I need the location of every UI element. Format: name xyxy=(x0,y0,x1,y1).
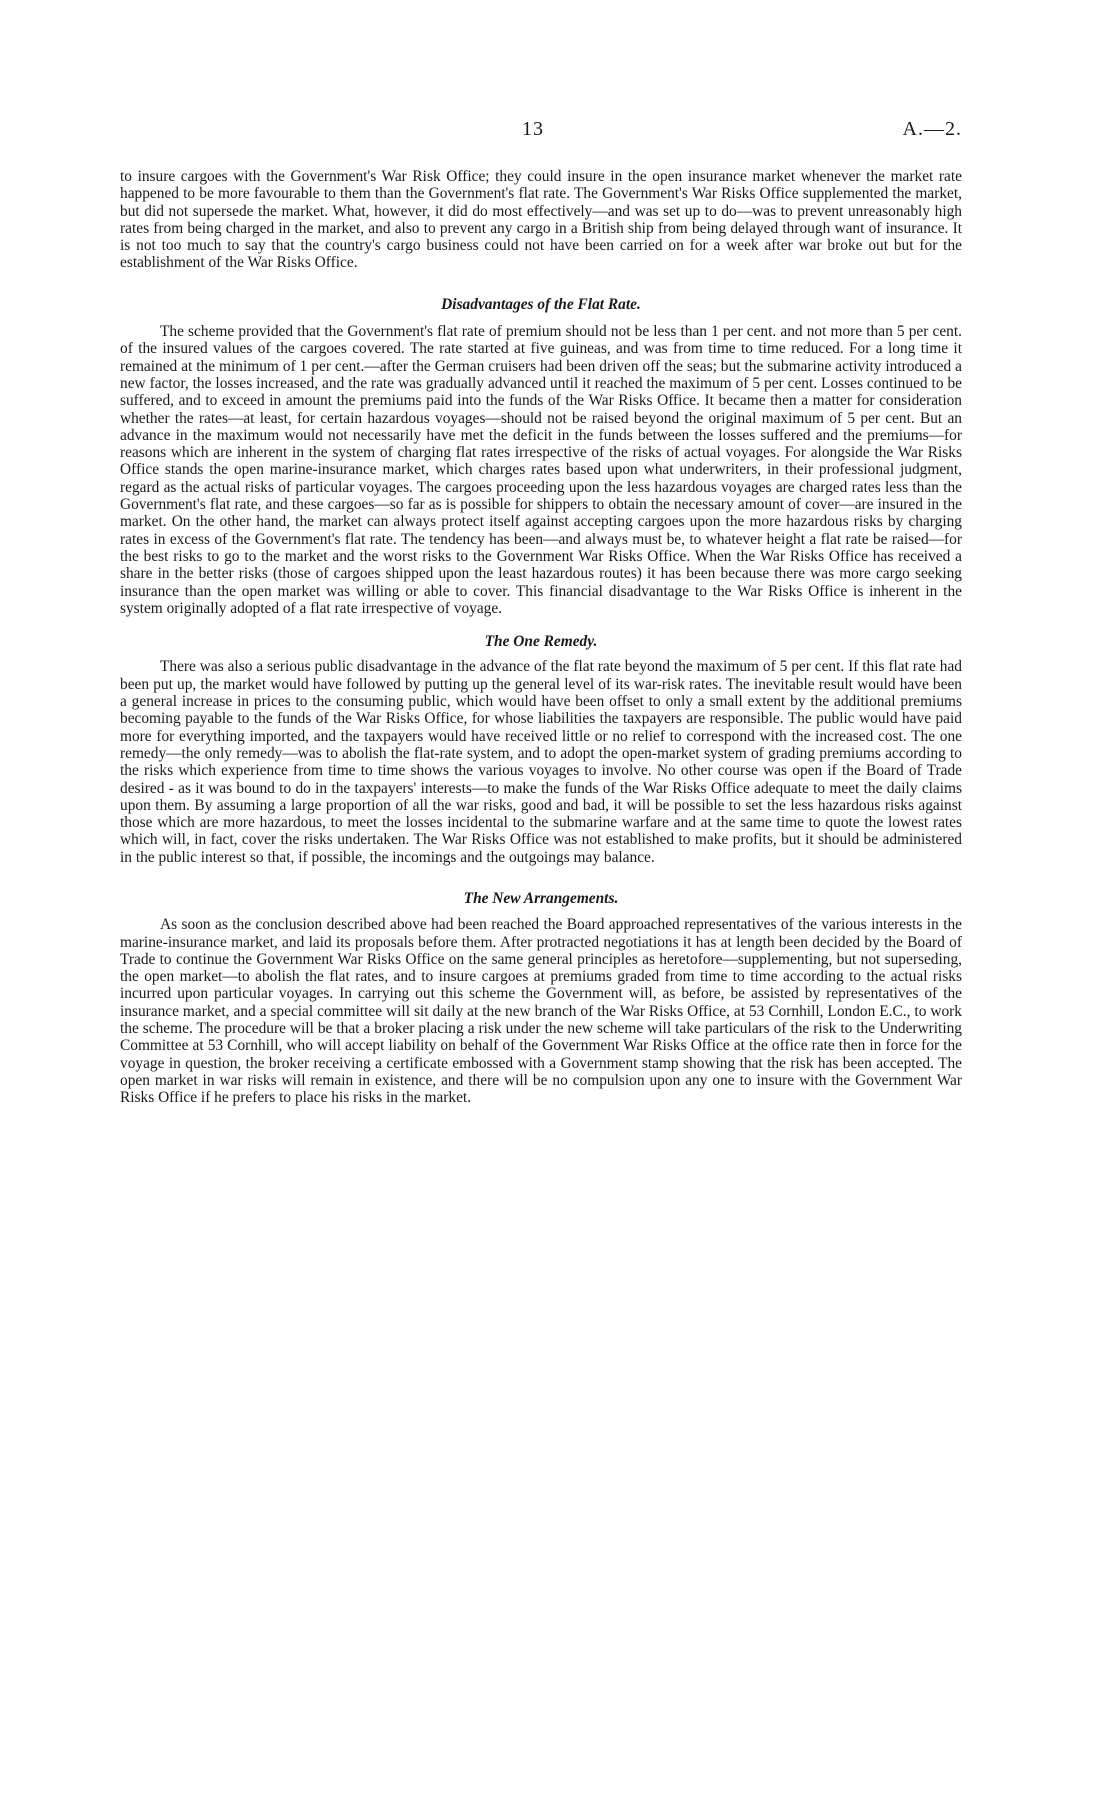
document-body xyxy=(120,168,962,1107)
section-heading: The One Remedy. xyxy=(484,633,598,651)
section-continuation xyxy=(120,168,962,272)
paragraph: to insure cargoes with the Government's War Risk Office; they could insure in the open insurance market whenever the market rate happened to be more favourable to them than the Government's flat rate. The Government's War Risks Office supplemented the market, but did not supersede the market. What, however, it did do most effectively—and was set up to do—was to prevent unreasonably high rates from being charged in the market, and also to prevent any cargo in a British ship from being delayed through want of insurance. It is not too much to say that the country's cargo business could not have been carried on for a week after war broke out but for the establishment of the War Risks Office. xyxy=(120,168,962,272)
paragraph: There was also a serious public disadvantage in the advance of the flat rate beyond the maximum of 5 per cent. If this flat rate had been put up, the market would have followed by putting up the general level of its war-risk rates. The inevitable result would have been a general increase in prices to the consuming public, which would have been offset to only a small extent by the additional premiums becoming payable to the funds of the War Risks Office, for whose liabilities the taxpayers are responsible. The public would have paid more for everything imported, and the taxpayers would have received little or no relief to correspond with the increased cost. The one remedy—the only remedy—was to abolish the flat-rate system, and to adopt the open-market system of grading premiums according to the risks which experience from time to time shows the various voyages to involve. No other course was open if the Board of Trade desired - as it was bound to do in the taxpayers' interests—to make the funds of the War Risks Office adequate to meet the daily claims upon them. By assuming a large proportion of all the war risks, good and bad, it will be possible to set the less hazardous risks against those which are more hazardous, to meet the losses incidental to the submarine warfare and at the same time to quote the lowest rates which will, in fact, cover the risks undertaken. The War Risks Office was not established to make profits, but it should be administered in the public interest so that, if possible, the incomings and the outgoings may balance. xyxy=(120,658,962,866)
paragraph: The scheme provided that the Government's flat rate of premium should not be less than 1 per cent. and not more than 5 per cent. of the insured values of the cargoes covered. The rate started at five guineas, and was from time to time reduced. For a long time it remained at the minimum of 1 per cent.—after the German cruisers had been driven off the seas; but the submarine activity introduced a new factor, the losses increased, and the rate was gradually advanced until it reached the maximum of 5 per cent. Losses continued to be suffered, and to exceed in amount the premiums paid into the funds of the War Risks Office. It became then a matter for consideration whether the rates—at least, for certain hazardous voyages—should not be raised beyond the original maximum of 5 per cent. But an advance in the maximum would not necessarily have met the deficit in the funds between the losses suffered and the premiums—for reasons which are inherent in the system of charging flat rates irrespective of the risks of actual voyages. For alongside the War Risks Office stands the open marine-insurance market, which charges rates based upon what underwriters, in their professional judgment, regard as the actual risks of particular voyages. The cargoes proceeding upon the less hazardous voyages are charged rates less than the Government's flat rate, and these cargoes—so far as is possible for shippers to obtain the necessary amount of cover—are insured in the market. On the other hand, the market can always protect itself against accepting cargoes upon the more hazardous risks by charging rates in excess of the Government's flat rate. The tendency has been—and always must be, to whatever height a flat rate be raised—for the best risks to go to the market and the worst risks to the Government War Risks Office. When the War Risks Office has received a share in the better risks (those of cargoes shipped upon the least hazardous routes) it has been because there was more cargo seeking insurance than the open market was willing or able to cover. This financial disadvantage to the War Risks Office is inherent in the system originally adopted of a flat rate irrespective of voyage. xyxy=(120,323,962,617)
section-the-new-arrangements xyxy=(120,890,962,1107)
page-number: 13 xyxy=(522,118,544,140)
section-disadvantages-of-flat-rate xyxy=(120,296,962,617)
paragraph: As soon as the conclusion described above had been reached the Board approached representatives of the various interests in the marine-insurance market, and laid its proposals before them. After protracted negotiations it has at length been decided by the Board of Trade to continue the Government War Risks Office on the same general principles as heretofore—supplementing, but not superseding, the open market—to abolish the flat rates, and to insure cargoes at premiums graded from time to time according to the actual risks incurred upon particular voyages. In carrying out this scheme the Government will, as before, be assisted by representatives of the insurance market, and a special committee will sit daily at the new branch of the War Risks Office, at 53 Cornhill, London E.C., to work the scheme. The procedure will be that a broker placing a risk under the new scheme will take particulars of the risk to the Underwriting Committee at 53 Cornhill, who will accept liability on behalf of the Government War Risks Office at the office rate then in force for the voyage in question, the broker receiving a certificate embossed with a Government stamp showing that the risk has been accepted. The open market in war risks will remain in existence, and there will be no compulsion upon any one to insure with the Government War Risks Office if he prefers to place his risks in the market. xyxy=(120,916,962,1107)
page-header xyxy=(0,118,1114,148)
document-reference: A.—2. xyxy=(902,118,962,140)
section-heading: The New Arrangements. xyxy=(463,889,619,907)
section-the-one-remedy xyxy=(120,633,962,866)
section-heading: Disadvantages of the Flat Rate. xyxy=(441,295,641,313)
